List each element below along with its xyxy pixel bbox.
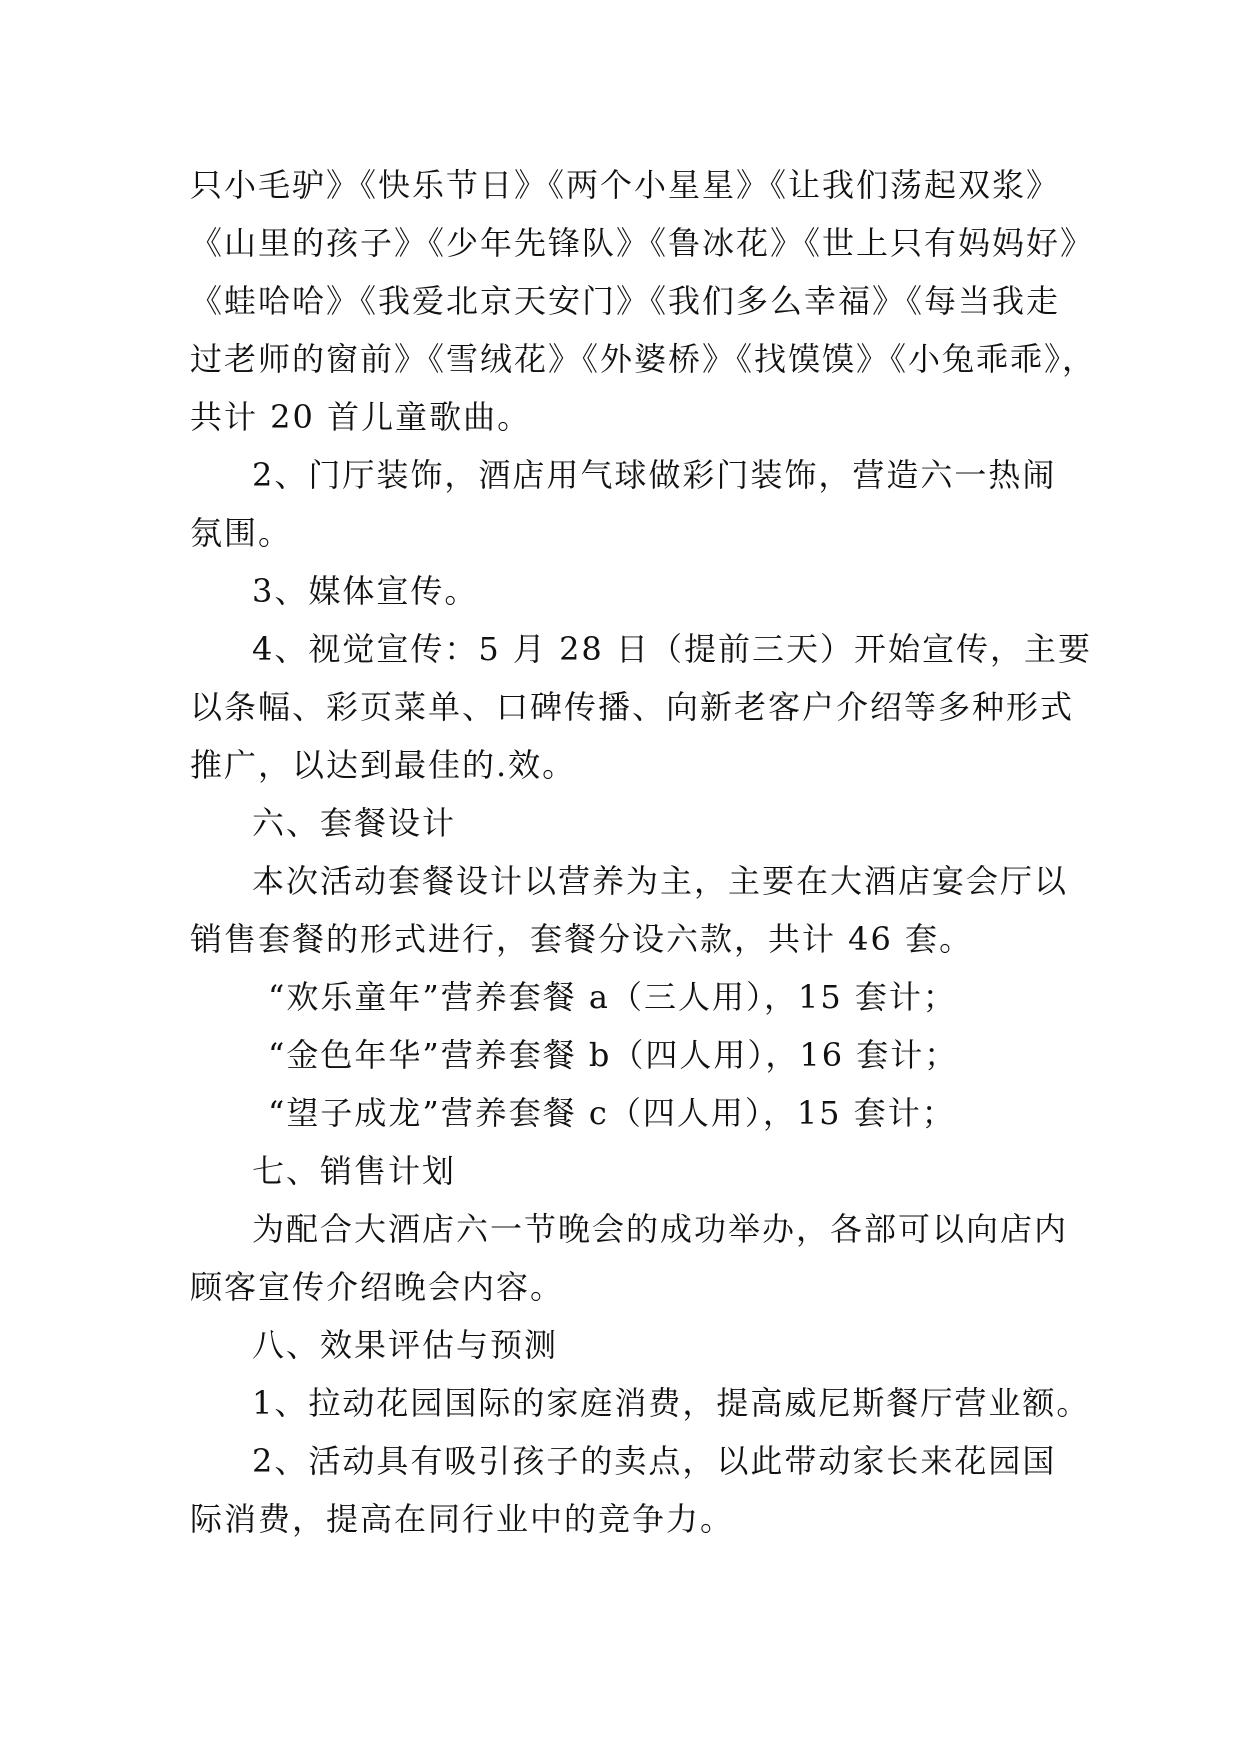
text-line: 氛围。	[190, 514, 293, 552]
text-line: “欢乐童年”营养套餐 a（三人用），15 套计；	[268, 978, 957, 1016]
text-line: 共计 20 首儿童歌曲。	[190, 398, 532, 436]
text-line: 为配合大酒店六一节晚会的成功举办，各部可以向店内	[252, 1210, 1069, 1248]
text-line: 过老师的窗前》《雪绒花》《外婆桥》《找馍馍》《小兔乖乖》，	[190, 340, 1097, 378]
text-line: “金色年华”营养套餐 b（四人用），16 套计；	[268, 1036, 959, 1074]
text-line: 1、拉动花园国际的家庭消费，提高威尼斯餐厅营业额。	[252, 1384, 1091, 1422]
text-line: 以条幅、彩页菜单、口碑传播、向新老客户介绍等多种形式	[190, 688, 1075, 726]
text-line: 际消费，提高在同行业中的竞争力。	[190, 1500, 735, 1538]
text-line: 只小毛驴》《快乐节日》《两个小星星》《让我们荡起双浆》	[190, 166, 1061, 204]
section-heading: 八、效果评估与预测	[252, 1326, 559, 1364]
text-line: 3、媒体宣传。	[252, 572, 479, 610]
text-line: 本次活动套餐设计以营养为主，主要在大酒店宴会厅以	[252, 862, 1069, 900]
text-line: 顾客宣传介绍晚会内容。	[190, 1268, 565, 1306]
text-line: 4、视觉宣传：5 月 28 日（提前三天）开始宣传，主要	[252, 630, 1092, 668]
section-heading: 六、套餐设计	[252, 804, 457, 842]
text-line: 《蛙哈哈》《我爱北京天安门》《我们多么幸福》《每当我走	[190, 282, 1061, 320]
text-line: “望子成龙”营养套餐 c（四人用），15 套计；	[268, 1094, 956, 1132]
text-line: 2、门厅装饰，酒店用气球做彩门装饰，营造六一热闹	[252, 456, 1057, 494]
section-heading: 七、销售计划	[252, 1152, 457, 1190]
text-line: 推广，以达到最佳的.效。	[190, 746, 577, 784]
text-line: 销售套餐的形式进行，套餐分设六款，共计 46 套。	[190, 920, 974, 958]
text-line: 《山里的孩子》《少年先锋队》《鲁冰花》《世上只有妈妈好》	[190, 224, 1095, 262]
text-line: 2、活动具有吸引孩子的卖点，以此带动家长来花园国	[252, 1442, 1057, 1480]
